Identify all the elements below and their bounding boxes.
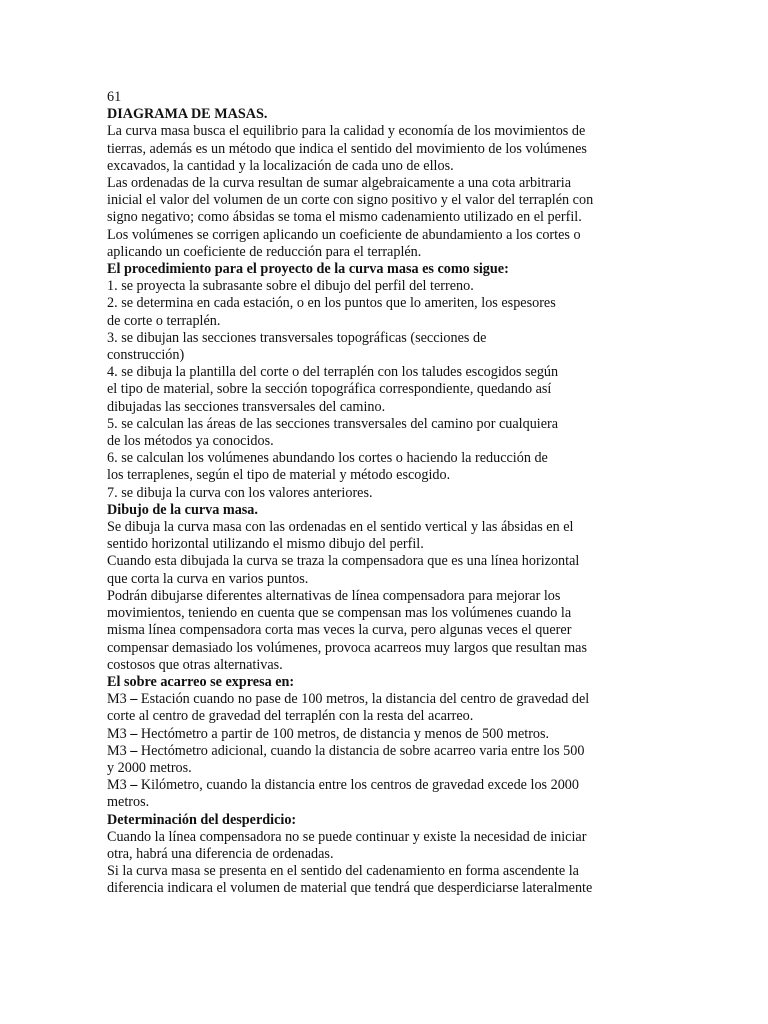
list-item: 3. se dibujan las secciones transversales topográficas (secciones de [107, 329, 487, 346]
overhaul-text: metros. [107, 794, 150, 811]
text-line: Los volúmenes se corrigen aplicando un coeficiente de abundamiento a los cortes o [107, 226, 581, 243]
procedure-list [107, 278, 747, 502]
text-line: Cuando la línea compensadora no se puede continuar y existe la necesidad de iniciar [107, 828, 587, 845]
text-line: signo negativo; como ábsidas se toma el mismo cadenamiento utilizado en el perfil. [107, 209, 582, 226]
dash: – [130, 742, 138, 759]
overhaul-line [107, 691, 747, 708]
overhaul-line [107, 794, 747, 811]
list-item: 5. se calculan las áreas de las secciones transversales del camino por cualquiera [107, 415, 559, 432]
document-title: DIAGRAMA DE MASAS. [107, 106, 268, 123]
procedure-heading: El procedimiento para el proyecto de la curva masa es como sigue: [107, 261, 509, 278]
text-line: misma línea compensadora corta mas veces la curva, pero algunas veces el querer [107, 622, 572, 639]
list-item: los terraplenes, según el tipo de material y método escogido. [107, 467, 451, 484]
page-number: 61 [107, 89, 122, 105]
list-item: 4. se dibuja la plantilla del corte o del terraplén con los taludes escogidos según [107, 364, 559, 381]
overhaul-heading: El sobre acarreo se expresa en: [107, 673, 295, 690]
dash: – [130, 725, 138, 742]
text-line: Si la curva masa se presenta en el sentido del cadenamiento en forma ascendente la [107, 863, 579, 880]
overhaul-line [107, 708, 747, 725]
overhaul-line [107, 760, 747, 777]
list-item: 6. se calculan los volúmenes abundando los cortes o haciendo la reducción de [107, 450, 548, 467]
text-line: Las ordenadas de la curva resultan de sumar algebraicamente a una cota arbitraria [107, 175, 572, 192]
text-line: Podrán dibujarse diferentes alternativas de línea compensadora para mejorar los [107, 587, 561, 604]
list-item: 7. se dibuja la curva con los valores anteriores. [107, 484, 373, 501]
unit-label: M3 [107, 742, 127, 759]
overhaul-line [107, 743, 747, 760]
list-item: 2. se determina en cada estación, o en los puntos que lo ameriten, los espesores [107, 295, 556, 312]
list-item: construcción) [107, 347, 185, 364]
overhaul-list [107, 691, 747, 811]
unit-label: M3 [107, 777, 127, 794]
overhaul-line [107, 777, 747, 794]
intro-paragraph [107, 123, 747, 261]
text-line: sentido horizontal utilizando el mismo dibujo del perfil. [107, 536, 424, 553]
list-item: de los métodos ya conocidos. [107, 433, 274, 450]
unit-label: M3 [107, 725, 127, 742]
text-line: otra, habrá una diferencia de ordenadas. [107, 845, 334, 862]
text-line: Se dibuja la curva masa con las ordenadas en el sentido vertical y las ábsidas en el [107, 519, 574, 536]
text-line: inicial el valor del volumen de un corte con signo positivo y el valor del terraplén con [107, 192, 594, 209]
overhaul-text: Kilómetro, cuando la distancia entre los centros de gravedad excede los 2000 [137, 777, 579, 794]
waste-paragraph [107, 829, 747, 898]
text-line: que corta la curva en varios puntos. [107, 570, 309, 587]
text-line: aplicando un coeficiente de reducción para el terraplén. [107, 243, 422, 260]
drawing-paragraph [107, 519, 747, 674]
list-item: 1. se proyecta la subrasante sobre el dibujo del perfil del terreno. [107, 278, 474, 295]
overhaul-text: corte al centro de gravedad del terraplén con la resta del acarreo. [107, 708, 474, 725]
list-item: el tipo de material, sobre la sección topográfica correspondiente, quedando así [107, 381, 552, 398]
text-line: costosos que otras alternativas. [107, 656, 283, 673]
document-page [107, 89, 747, 898]
dash: – [130, 777, 138, 794]
overhaul-text: Hectómetro a partir de 100 metros, de distancia y menos de 500 metros. [137, 725, 550, 742]
overhaul-text: Estación cuando no pase de 100 metros, la distancia del centro de gravedad del [137, 691, 590, 708]
drawing-heading: Dibujo de la curva masa. [107, 501, 258, 518]
text-line: tierras, además es un método que indica el sentido del movimiento de los volúmenes [107, 140, 587, 157]
dash: – [130, 691, 138, 708]
unit-label: M3 [107, 691, 127, 708]
waste-heading: Determinación del desperdicio: [107, 811, 297, 828]
text-line: diferencia indicara el volumen de material que tendrá que desperdiciarse lateralmente [107, 880, 593, 897]
text-line: movimientos, teniendo en cuenta que se compensan mas los volúmenes cuando la [107, 605, 572, 622]
text-line: compensar demasiado los volúmenes, provoca acarreos muy largos que resultan mas [107, 639, 587, 656]
list-item: de corte o terraplén. [107, 312, 221, 329]
overhaul-line [107, 726, 747, 743]
text-line: La curva masa busca el equilibrio para la calidad y economía de los movimientos de [107, 123, 586, 140]
text-line: Cuando esta dibujada la curva se traza la compensadora que es una línea horizontal [107, 553, 580, 570]
list-item: dibujadas las secciones transversales del camino. [107, 398, 386, 415]
text-line: excavados, la cantidad y la localización de cada uno de ellos. [107, 157, 454, 174]
overhaul-text: Hectómetro adicional, cuando la distancia de sobre acarreo varia entre los 500 [137, 742, 585, 759]
overhaul-text: y 2000 metros. [107, 759, 192, 776]
